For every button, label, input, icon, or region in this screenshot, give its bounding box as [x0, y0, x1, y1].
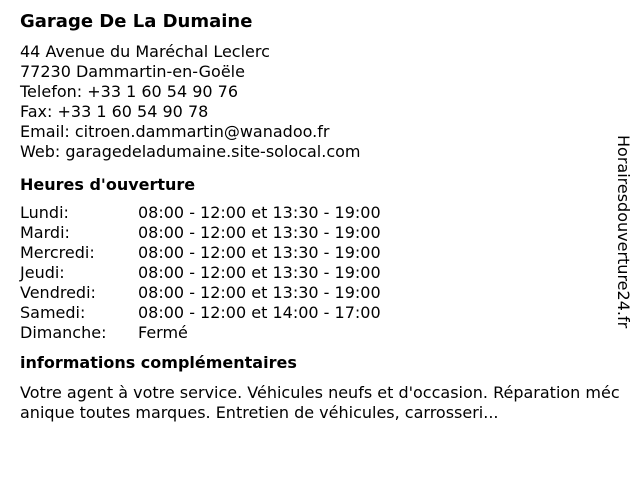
hours-time: 08:00 - 12:00 et 13:30 - 19:00 [138, 283, 381, 302]
hours-time: Fermé [138, 323, 188, 342]
hours-row [20, 303, 381, 323]
business-name: Garage De La Dumaine [20, 11, 253, 32]
hours-row [20, 243, 381, 263]
hours-row [20, 203, 381, 223]
hours-time: 08:00 - 12:00 et 13:30 - 19:00 [138, 203, 381, 222]
address-street: 44 Avenue du Maréchal Leclerc [20, 42, 270, 61]
hours-day: Samedi: [20, 303, 86, 322]
additional-info-text: Votre agent à votre service. Véhicules neufs et d'occasion. Réparation mécanique toutes marques. Entretien de véhicules, carrosseri... [20, 383, 620, 422]
email-address[interactable]: Email: citroen.dammartin@wanadoo.fr [20, 122, 330, 141]
contact-block [20, 42, 620, 162]
additional-info-heading: informations complémentaires [20, 353, 297, 372]
address-city: 77230 Dammartin-en-Goële [20, 62, 245, 81]
hours-row [20, 223, 381, 243]
opening-hours-heading: Heures d'ouverture [20, 175, 196, 194]
hours-time: 08:00 - 12:00 et 13:30 - 19:00 [138, 243, 381, 262]
hours-row [20, 323, 381, 343]
opening-hours-table [20, 203, 381, 343]
hours-day: Vendredi: [20, 283, 96, 302]
hours-day: Mercredi: [20, 243, 95, 262]
fax-number: Fax: +33 1 60 54 90 78 [20, 102, 209, 121]
website-link[interactable]: Web: garagedeladumaine.site-solocal.com [20, 142, 361, 161]
hours-row [20, 263, 381, 283]
hours-time: 08:00 - 12:00 et 13:30 - 19:00 [138, 223, 381, 242]
business-card [20, 10, 620, 423]
hours-time: 08:00 - 12:00 et 14:00 - 17:00 [138, 303, 381, 322]
hours-row [20, 283, 381, 303]
hours-day: Lundi: [20, 203, 69, 222]
hours-day: Mardi: [20, 223, 70, 242]
hours-time: 08:00 - 12:00 et 13:30 - 19:00 [138, 263, 381, 282]
hours-day: Dimanche: [20, 323, 107, 342]
watermark-text: Horairesdouverture24.fr [614, 135, 633, 329]
hours-day: Jeudi: [20, 263, 65, 282]
phone-number[interactable]: Telefon: +33 1 60 54 90 76 [20, 82, 239, 101]
